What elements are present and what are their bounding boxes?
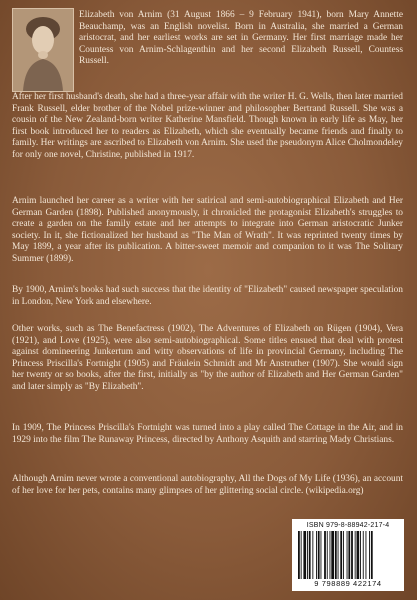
barcode-bar <box>360 531 361 579</box>
barcode-bar <box>355 531 356 579</box>
barcode-bar <box>335 531 337 579</box>
author-portrait <box>12 8 74 92</box>
barcode-bar <box>321 531 322 579</box>
barcode-bar <box>338 531 339 579</box>
barcode-bar <box>309 531 311 579</box>
autobiography-paragraph: Although Arnim never wrote a conventional autobiography, All the Dogs of My Life (1936), an account of her love for her pets, contains many glimpses of her glittering social circle. (wikipedia.org) <box>12 474 403 496</box>
barcode-bar <box>371 531 373 579</box>
works-paragraph: Other works, such as The Benefactress (1902), The Adventures of Elizabeth on Rügen (1904), Vera (1921), and Love (1925), were also semi-autobiographical. Some titles ensued that deal with protest against domineering Junkertum and witty observations of life in provincial Germany, including The Princess Priscilla's Fortnight (1905) and Fräulein Schmidt and Mr Anstruther (1907). She would sign her twenty or so books, after the first, initially as "by the author of Elizabeth and Her German Garden" and later simply as "By Elizabeth". <box>12 324 403 392</box>
barcode-bar <box>298 531 300 579</box>
barcode-bar <box>307 531 308 579</box>
barcode-bar <box>301 531 302 579</box>
barcode-bar <box>316 531 317 579</box>
barcode-bar <box>330 531 331 579</box>
barcode-bar <box>343 531 344 579</box>
isbn-label: ISBN 979-8-88942-217-4 <box>306 522 390 529</box>
barcode-bar <box>347 531 348 579</box>
success-paragraph: By 1900, Arnim's books had such success that the identity of "Elizabeth" caused newspaper speculation in London, New York and elsewhere. <box>12 285 403 307</box>
career-paragraph: Arnim launched her career as a writer with her satirical and semi-autobiographical Elizabeth and Her German Garden (1898). Published anonymously, it chronicled the protagonist Elizabeth's struggles to create a garden on the family estate and her attempts to integrate into German aristocratic Junker society. In it, she fictionalized her husband as "The Man of Wrath". It was reprinted twenty times by May 1899, a year after its publication. A bitter-sweet memoir and companion to it was The Solitary Summer (1899). <box>12 196 403 264</box>
barcode-bar <box>369 531 370 579</box>
barcode-bar <box>363 531 364 579</box>
bio-paragraph-intro: Elizabeth von Arnim (31 August 1866 – 9 February 1941), born Mary Annette Beauchamp, was an English novelist. Born in Australia, she married a German aristocrat, and her earliest works are set in Germany. Her first marriage made her Countess von Arnim-Schlagenthin and her second Elizabeth Russell, Countess Russell. <box>79 10 403 67</box>
barcode-bar <box>340 531 342 579</box>
barcode-bar <box>303 531 306 579</box>
adaptation-paragraph: In 1909, The Princess Priscilla's Fortnight was turned into a play called The Cottage in the Air, and in 1929 into the film The Runaway Princess, directed by Anthony Asquith and starring Mady Christians. <box>12 423 403 445</box>
isbn-barcode <box>292 519 404 591</box>
barcode-bar <box>357 531 360 579</box>
barcode-bar <box>312 531 313 579</box>
barcode-bar <box>351 531 353 579</box>
barcode-bar <box>318 531 320 579</box>
bio-paragraph-intro-continued: After her first husband's death, she had a three-year affair with the writer H. G. Wells, then later married Frank Russell, elder brother of the Nobel prize-winner and philosopher Bertrand Russell. She was a cousin of the New Zealand-born writer Katherine Mansfield. Though known in early life as May, her first book introduced her to readers as Elizabeth, which she eventually became friends and finally to family. Her writings are ascribed to Elizabeth von Arnim. She used the pseudonym Alice Cholmondeley for only one novel, Christine, published in 1917. <box>12 92 403 160</box>
barcode-bars <box>296 531 400 579</box>
barcode-digits: 9 798889 422174 <box>314 579 382 588</box>
portrait-image <box>13 9 73 91</box>
barcode-bar <box>327 531 328 579</box>
barcode-bar <box>348 531 350 579</box>
barcode-bar <box>331 531 334 579</box>
barcode-bar <box>366 531 367 579</box>
barcode-bar <box>324 531 326 579</box>
